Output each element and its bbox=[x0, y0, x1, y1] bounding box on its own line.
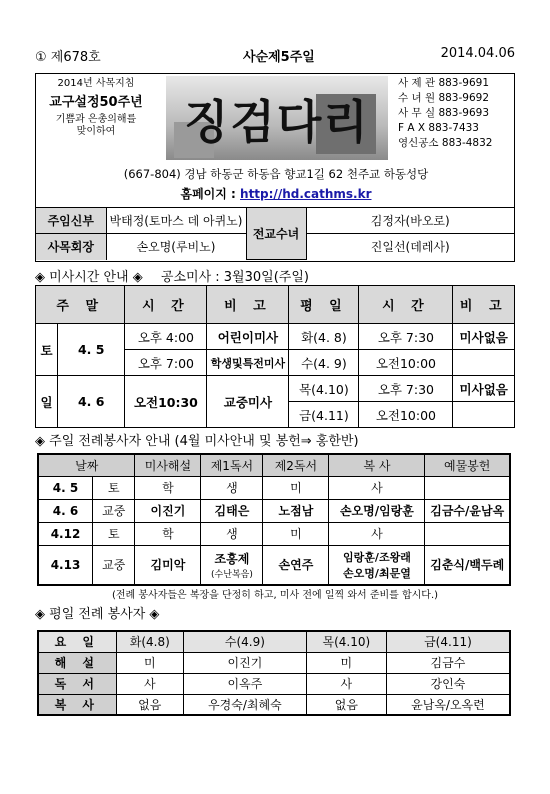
contact-office: 사 무 실 883-9693 bbox=[398, 107, 489, 119]
serve-reading1: 생 bbox=[201, 476, 263, 499]
header-weekday-time: 시 간 bbox=[359, 286, 453, 324]
church-address: (667-804) 경남 하동군 하동읍 향교1길 62 천주교 하동성당 bbox=[123, 167, 429, 181]
mass-section-title: ◈ 미사시간 안내 ◈ bbox=[35, 270, 143, 285]
weekday-day: 목(4.10) bbox=[289, 376, 359, 402]
sisters-label: 전교수녀 bbox=[246, 208, 306, 260]
serve-day: 토 bbox=[93, 476, 135, 499]
contact-mission: 영신공소 883-4832 bbox=[398, 137, 493, 149]
sister-1-name: 김정자(바오로) bbox=[306, 208, 514, 234]
weekday-note: 미사없음 bbox=[453, 324, 515, 350]
priest-label: 주임신부 bbox=[36, 208, 106, 234]
serve-commentary: 이진기 bbox=[135, 499, 201, 522]
motto-year: 2014년 사목지침 bbox=[57, 78, 135, 89]
serve-reading2: 노점남 bbox=[263, 499, 329, 522]
serve-reading1-note: (수난복음) bbox=[211, 569, 253, 580]
mission-mass-note: 공소미사 : 3월30일(주일) bbox=[160, 270, 309, 285]
homepage-label: 홈페이지 : bbox=[180, 187, 236, 201]
serve-reading2: 미 bbox=[263, 476, 329, 499]
serve-offering: 김금수/윤남옥 bbox=[425, 499, 510, 522]
issue-date: 2014.04.06 bbox=[440, 46, 515, 61]
issue-number: ① 제678호 bbox=[35, 50, 101, 65]
homepage-line bbox=[36, 185, 516, 202]
serve-day: 토 bbox=[93, 522, 135, 545]
header-offering: 예물봉헌 bbox=[425, 454, 510, 476]
header-weekend: 주 말 bbox=[36, 286, 125, 324]
weekday-time: 오전10:00 bbox=[359, 350, 453, 376]
row-label-commentary: 해 설 bbox=[38, 652, 116, 673]
weekday-day: 화(4. 8) bbox=[289, 324, 359, 350]
serve-day: 교중 bbox=[93, 545, 135, 585]
weekday-day: 수(4. 9) bbox=[289, 350, 359, 376]
header-weekend-note: 비 고 bbox=[207, 286, 289, 324]
weekday-reading: 사 bbox=[116, 673, 184, 694]
header-date: 날짜 bbox=[38, 454, 135, 476]
serve-server: 사 bbox=[329, 522, 425, 545]
sunday-servers-heading: ◈ 주일 전례봉사자 안내 (4월 미사안내 및 봉헌⇒ 홍한반) bbox=[35, 434, 359, 449]
header-reading2: 제2독서 bbox=[263, 454, 329, 476]
header-weekday-note: 비 고 bbox=[453, 286, 515, 324]
serve-server: 사 bbox=[329, 476, 425, 499]
weekday-reading: 사 bbox=[306, 673, 386, 694]
weekend-time: 오후 7:00 bbox=[125, 350, 207, 376]
weekend-note: 학생및특전미사 bbox=[207, 350, 289, 376]
serve-date: 4. 6 bbox=[38, 499, 93, 522]
serve-commentary: 학 bbox=[135, 476, 201, 499]
serve-date: 4.13 bbox=[38, 545, 93, 585]
weekday-commentary: 이진기 bbox=[184, 652, 307, 673]
serve-commentary: 학 bbox=[135, 522, 201, 545]
weekday-reading: 강인숙 bbox=[386, 673, 510, 694]
pastoral-motto bbox=[40, 78, 152, 158]
serve-reading1: 조홍제 bbox=[214, 551, 250, 566]
weekday-col-day: 목(4.10) bbox=[306, 631, 386, 652]
weekday-servers-heading: ◈ 평일 전례 봉사자 ◈ bbox=[35, 607, 160, 622]
contact-rectory: 사 제 관 883-9691 bbox=[398, 77, 489, 89]
bulletin-header bbox=[35, 73, 515, 262]
serve-server: 임랑훈/조왕래 bbox=[343, 550, 411, 564]
weekday-reading: 이옥주 bbox=[184, 673, 307, 694]
serve-reading2: 미 bbox=[263, 522, 329, 545]
row-label-reading: 독 서 bbox=[38, 673, 116, 694]
header-commentary: 미사해설 bbox=[135, 454, 201, 476]
serve-offering bbox=[425, 522, 510, 545]
priest-name: 박태정(토마스 데 아퀴노) bbox=[106, 208, 246, 234]
weekday-day: 금(4.11) bbox=[289, 402, 359, 428]
sister-2-name: 진일선(데레사) bbox=[306, 234, 514, 260]
header-weekend-time: 시 간 bbox=[125, 286, 207, 324]
liturgical-sunday: 사순제5주일 bbox=[243, 50, 315, 65]
weekday-col-day: 수(4.9) bbox=[184, 631, 307, 652]
servers-reminder: (전례 봉사자들은 복장을 단정히 하고, 미사 전에 일찍 와서 준비를 합시다.) bbox=[111, 590, 439, 601]
contact-convent: 수 녀 원 883-9692 bbox=[398, 92, 489, 104]
mass-section-heading bbox=[35, 266, 515, 285]
weekday-note bbox=[453, 350, 515, 376]
serve-date: 4. 5 bbox=[38, 476, 93, 499]
serve-offering: 김춘식/백두례 bbox=[425, 545, 510, 585]
weekday-server: 우경숙/최혜숙 bbox=[184, 694, 307, 715]
serve-server-cell bbox=[329, 545, 425, 585]
bulletin-logo-text: 징검다리 bbox=[184, 95, 370, 149]
weekday-server: 윤남옥/오옥련 bbox=[386, 694, 510, 715]
council-label: 사목회장 bbox=[36, 234, 106, 260]
sat-date: 4. 5 bbox=[58, 324, 125, 376]
row-label-server: 복 사 bbox=[38, 694, 116, 715]
staff-table bbox=[36, 207, 514, 260]
top-bar bbox=[35, 44, 515, 66]
weekday-time: 오후 7:30 bbox=[359, 324, 453, 350]
weekend-note: 어린이미사 bbox=[207, 324, 289, 350]
header-server: 복 사 bbox=[329, 454, 425, 476]
weekend-time: 오후 4:00 bbox=[125, 324, 207, 350]
serve-reading1-cell bbox=[201, 545, 263, 585]
header-reading1: 제1독서 bbox=[201, 454, 263, 476]
weekday-servers-table bbox=[37, 630, 511, 716]
serve-commentary: 김미악 bbox=[135, 545, 201, 585]
homepage-link[interactable]: http://hd.cathms.kr bbox=[240, 187, 372, 201]
weekday-time: 오전10:00 bbox=[359, 402, 453, 428]
sunday-servers-table bbox=[37, 453, 511, 586]
council-name: 손오명(루비노) bbox=[106, 234, 246, 260]
weekday-server: 없음 bbox=[306, 694, 386, 715]
weekday-note: 미사없음 bbox=[453, 376, 515, 402]
weekday-col-day: 금(4.11) bbox=[386, 631, 510, 652]
motto-sub1: 기쁨과 은총의해를 bbox=[55, 113, 137, 125]
weekday-commentary: 미 bbox=[306, 652, 386, 673]
contact-list bbox=[398, 76, 514, 151]
weekday-server: 없음 bbox=[116, 694, 184, 715]
motto-main: 교구설정50주년 bbox=[49, 94, 143, 110]
serve-server-2: 손오명/최문열 bbox=[343, 566, 411, 580]
serve-offering bbox=[425, 476, 510, 499]
header-weekday: 평 일 bbox=[289, 286, 359, 324]
sat-day: 토 bbox=[36, 324, 58, 376]
serve-reading2: 손연주 bbox=[263, 545, 329, 585]
serve-date: 4.12 bbox=[38, 522, 93, 545]
serve-reading1: 김태은 bbox=[201, 499, 263, 522]
weekday-commentary: 미 bbox=[116, 652, 184, 673]
sun-date: 4. 6 bbox=[58, 376, 125, 428]
serve-server: 손오명/임랑훈 bbox=[329, 499, 425, 522]
sun-day: 일 bbox=[36, 376, 58, 428]
row-label-day: 요 일 bbox=[38, 631, 116, 652]
weekday-note bbox=[453, 402, 515, 428]
serve-day: 교중 bbox=[93, 499, 135, 522]
weekend-note: 교중미사 bbox=[207, 376, 289, 428]
contact-fax: F A X 883-7433 bbox=[398, 122, 479, 134]
weekday-commentary: 김금수 bbox=[386, 652, 510, 673]
weekday-col-day: 화(4.8) bbox=[116, 631, 184, 652]
serve-reading1: 생 bbox=[201, 522, 263, 545]
mass-schedule-table bbox=[35, 285, 515, 428]
weekend-time: 오전10:30 bbox=[125, 376, 207, 428]
motto-sub2: 맞이하여 bbox=[76, 126, 116, 138]
weekday-time: 오후 7:30 bbox=[359, 376, 453, 402]
bulletin-logo-image bbox=[166, 76, 388, 160]
